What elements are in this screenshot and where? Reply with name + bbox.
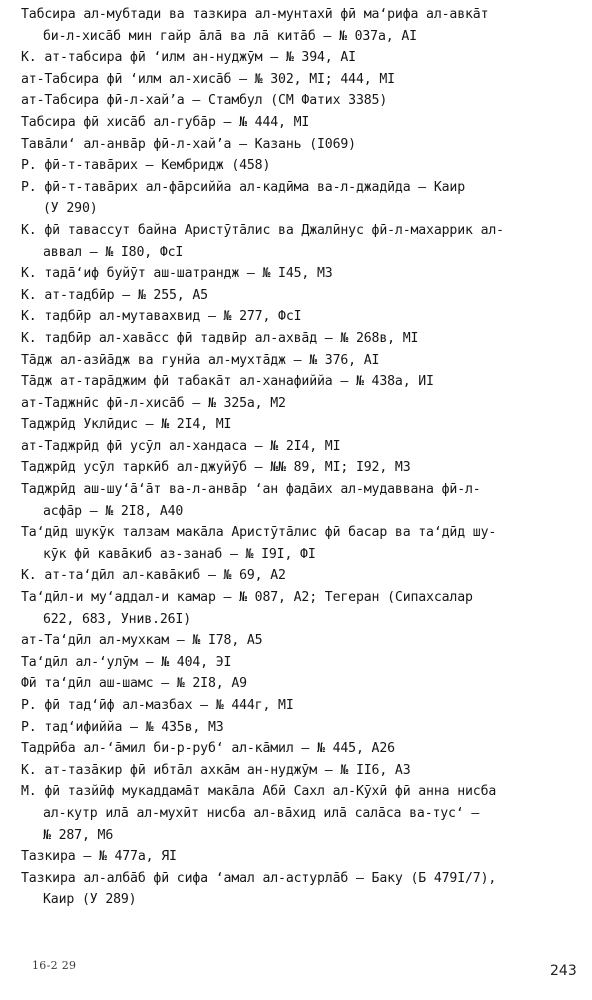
- entry-title-line: Тазкира – № 477а, ЯI: [21, 849, 177, 865]
- index-entry: [21, 220, 581, 263]
- index-entry: [21, 630, 581, 652]
- entry-title-line: Та‘дӣд шукӯк талзам макāла Аристӯтāлис фӣ басар ва та‘дӣд шу-: [21, 525, 497, 541]
- entry-title-line: Таджрӣд Уклӣдис – № 2I4, МI: [21, 417, 232, 433]
- entry-title-line: Тавāли‘ ал-анвāр фӣ-л-хай’а – Казань (I069): [21, 136, 356, 152]
- entry-title-line: Р. фӣ тад‘ӣф ал-мазбах – № 444г, МI: [21, 698, 294, 713]
- entry-title-line: Тāдж ал-азӣāдж ва гунйа ал-мухтāдж – № 376, AI: [21, 352, 380, 368]
- entry-title-line: Та‘дӣл ал-‘улӯм – № 404, ЭI: [21, 654, 232, 670]
- index-entry: [21, 177, 581, 220]
- entry-continuation-line: 622, 683, Унив.26I): [43, 611, 192, 627]
- index-entry: [21, 393, 581, 415]
- entry-title-line: ат-Табсира фӣ ‘илм ал-хисāб – № 302, МI; 444, МI: [21, 71, 395, 87]
- index-entry: [21, 414, 581, 436]
- entry-title-line: К. ат-та‘дӣл ал-кавāкиб – № 69, А2: [21, 568, 286, 584]
- entry-title-line: Фӣ та‘дӣл аш-шамс – № 2I8, А9: [21, 676, 247, 692]
- entry-continuation-line: Каир (У 289): [43, 892, 137, 908]
- entry-title-line: ат-Та‘дӣл ал-мухкам – № I78, А5: [21, 633, 263, 649]
- entry-continuation-line: ал-кутр илā ал-мухӣт нисба ал-вāхид илā салāса ва-тус‘ –: [43, 805, 480, 821]
- entry-title-line: К. тадбӣр ал-хавāсс фӣ тадвӣр ал-ахвāд – № 268в, МI: [21, 330, 419, 346]
- entry-title-line: Р. фӣ-т-тавāрих ал-фāрсиййа ал-кадӣма ва-л-джадӣда – Каир: [21, 179, 466, 195]
- index-entry: [21, 479, 581, 522]
- index-entry: [21, 134, 581, 156]
- entry-title-line: Табсира фӣ хисāб ал-губāр – № 444, МI: [21, 114, 310, 130]
- entry-continuation-line: аввал – № I80, ФсI: [43, 244, 184, 260]
- index-entry: [21, 457, 581, 479]
- index-entry-list: [21, 4, 581, 911]
- entry-title-line: ат-Табсира фӣ-л-хай’а – Стамбул (СМ Фатих 3385): [21, 93, 388, 109]
- index-entry: [21, 522, 581, 565]
- index-entry: [21, 652, 581, 674]
- entry-title-line: Р. тад‘ифиййа – № 435в, М3: [21, 719, 224, 735]
- index-entry: [21, 155, 581, 177]
- entry-title-line: Таджрӣд аш-шу‘ā‘āт ва-л-анвāр ‘ан фадāих ал-мудаввана фӣ-л-: [21, 482, 481, 498]
- index-entry: [21, 673, 581, 695]
- index-entry: [21, 350, 581, 372]
- index-entry: [21, 846, 581, 868]
- entry-continuation-line: (У 290): [43, 201, 98, 217]
- entry-title-line: Тāдж ат-тарāджим фӣ табакāт ал-ханафиййа – № 438а, ИI: [21, 374, 434, 390]
- entry-continuation-line: № 287, М6: [43, 827, 114, 843]
- index-entry: [21, 47, 581, 69]
- index-entry: [21, 436, 581, 458]
- entry-title-line: К. ат-табсира фӣ ‘илм ан-нуджӯм – № 394, AI: [21, 50, 356, 66]
- index-entry: [21, 285, 581, 307]
- entry-title-line: К. тадā‘иф буйӯт аш-шатрандж – № I45, М3: [21, 266, 333, 282]
- index-entry: [21, 695, 581, 717]
- index-entry: [21, 760, 581, 782]
- index-entry: [21, 69, 581, 91]
- entry-title-line: Табсира ал-мубтади ва тазкира ал-мунтахӣ фӣ ма‘рифа ал-авкāт: [21, 7, 489, 22]
- print-code: 16-2 29: [32, 959, 77, 972]
- index-entry: [21, 263, 581, 285]
- index-entry: [21, 4, 581, 47]
- entry-continuation-line: би-л-хисāб мин гайр āлā ва лā китāб – № 037а, AI: [43, 28, 417, 44]
- index-entry: [21, 328, 581, 350]
- entry-title-line: ат-Таджрӣд фӣ усӯл ал-хандаса – № 2I4, МI: [21, 438, 341, 454]
- entry-title-line: Таджрӣд усӯл таркӣб ал-джуйӯб – №№ 89, МI; I92, М3: [21, 460, 411, 476]
- page-number: 243: [550, 963, 577, 979]
- entry-title-line: К. ат-тазāкир фӣ ибтāл ахкāм ан-нуджӯм – № II6, А3: [21, 762, 411, 778]
- entry-title-line: ат-Таджнӣс фӣ-л-хисāб – № 325а, М2: [21, 395, 286, 411]
- index-entry: [21, 90, 581, 112]
- entry-continuation-line: асфāр – № 2I8, А40: [43, 503, 184, 519]
- index-entry: [21, 868, 581, 911]
- entry-title-line: Та‘дӣл-и му‘аддал-и камар – № 087, А2; Тегеран (Сипахсалар: [21, 590, 473, 606]
- index-entry: [21, 781, 581, 846]
- index-entry: [21, 112, 581, 134]
- index-entry: [21, 306, 581, 328]
- index-entry: [21, 587, 581, 630]
- entry-title-line: Р. фӣ-т-тавāрих – Кембридж (458): [21, 158, 271, 174]
- entry-title-line: К. фӣ тавассут байна Аристӯтāлис ва Джалӣнус фӣ-л-махаррик ал-: [21, 222, 504, 238]
- entry-title-line: Тазкира ал-албāб фӣ сифа ‘амал ал-астурлāб – Баку (Б 479I/7),: [21, 870, 497, 886]
- index-entry: [21, 371, 581, 393]
- entry-continuation-line: кӯк фӣ кавāкиб аз-занаб – № I9I, ФI: [43, 546, 316, 562]
- index-entry: [21, 717, 581, 739]
- index-entry: [21, 565, 581, 587]
- entry-title-line: К. тадбӣр ал-мутавахвид – № 277, ФсI: [21, 309, 302, 325]
- index-entry: [21, 738, 581, 760]
- entry-title-line: Тадрӣба ал-‘āмил би-р-руб‘ ал-кāмил – № 445, А26: [21, 741, 395, 757]
- entry-title-line: К. ат-тадбӣр – № 255, А5: [21, 287, 208, 303]
- entry-title-line: М. фӣ тазйӣф мукаддамāт макāла Абӣ Сахл ал-Кӯхӣ фӣ анна нисба: [21, 784, 497, 800]
